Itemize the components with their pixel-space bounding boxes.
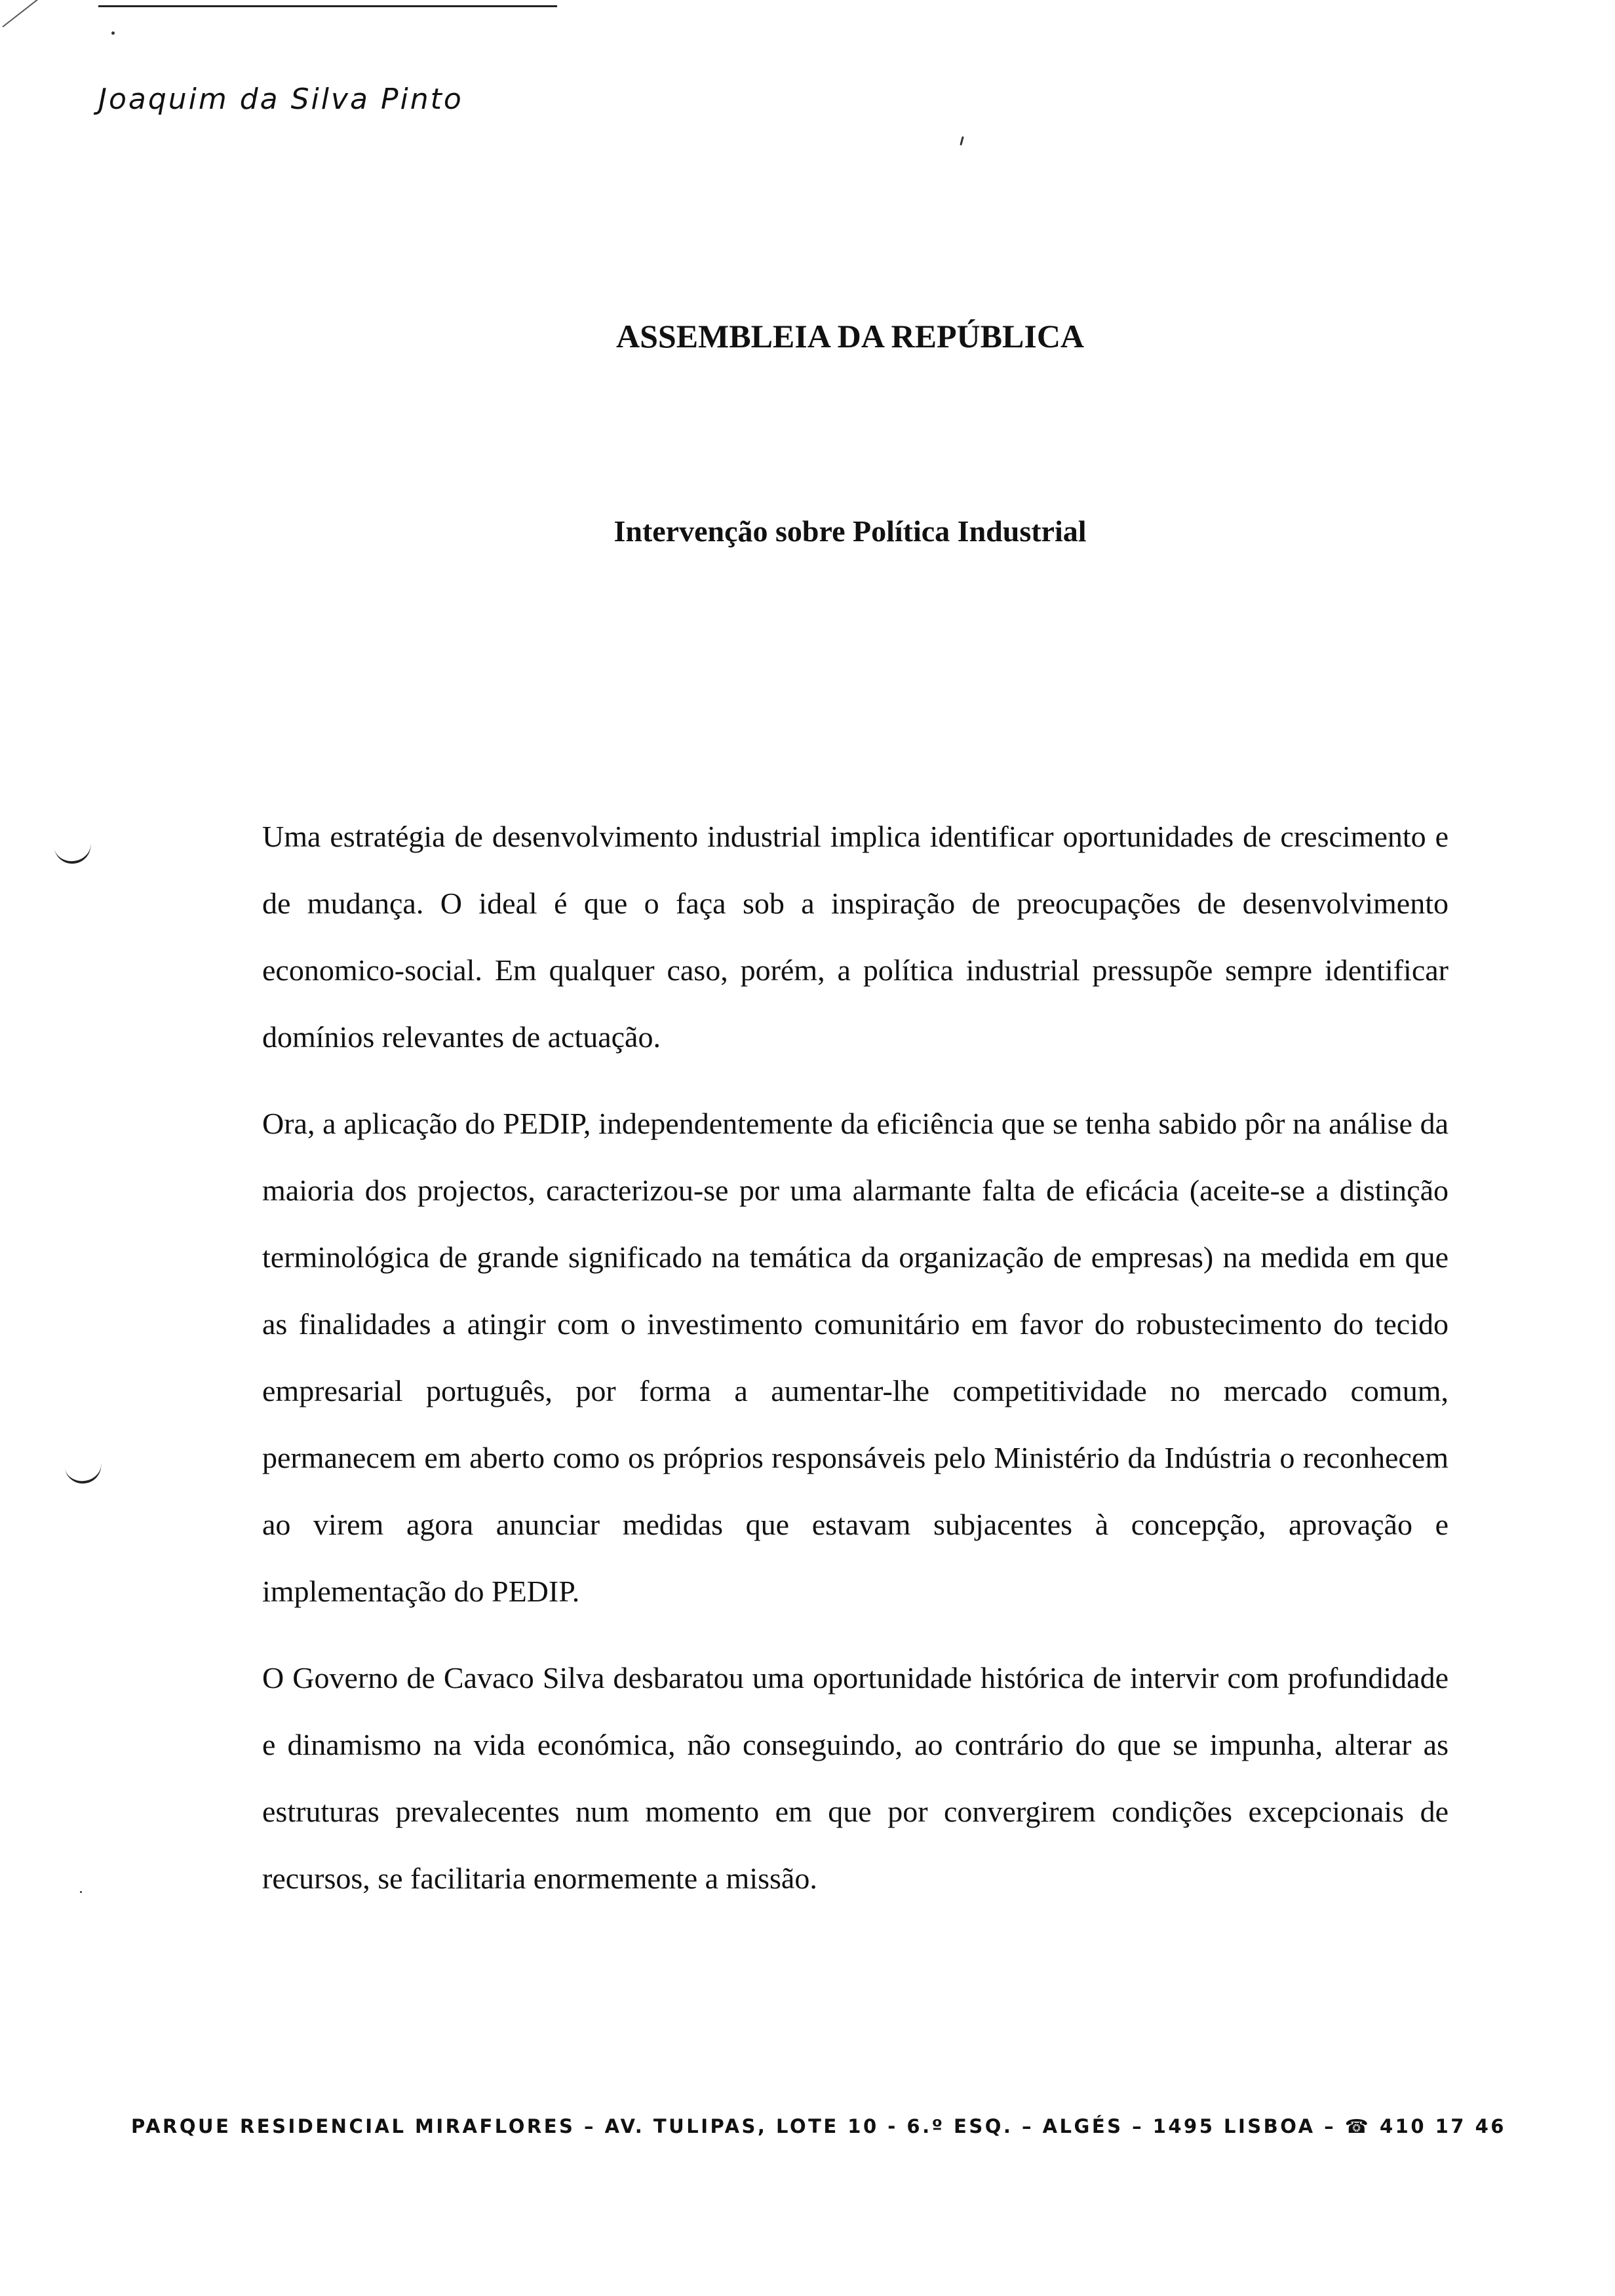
author-letterhead-name: Joaquim da Silva Pinto bbox=[98, 83, 463, 116]
body-paragraph: Uma estratégia de desenvolvimento industrial implica identificar oportunidades de crescimento e de mudança. O ideal é que o faça sob a inspiração de preocupações de desenvolvimento economico-social. Em qualquer caso, porém, a política industrial pressupõe sempre identificar domínios relevantes de actuação. bbox=[262, 820, 1449, 1054]
margin-mark bbox=[54, 840, 93, 866]
scan-speck bbox=[80, 1891, 82, 1893]
body-paragraph: O Governo de Cavaco Silva desbaratou uma oportunidade histórica de intervir com profundidade e dinamismo na vida económica, não conseguindo, ao contrário do que se impunha, alterar as estruturas prevalecentes num momento em que por convergirem condições excepcionais de recursos, se facilitaria enormemente a missão. bbox=[262, 1661, 1449, 1895]
document-body bbox=[262, 803, 1449, 1932]
body-paragraph: Ora, a aplicação do PEDIP, independentemente da eficiência que se tenha sabido pôr na análise da maioria dos projectos, caracterizou-se por uma alarmante falta de eficácia (aceite-se a distinção terminológica de grande significado na temática da organização de empresas) na medida em que as finalidades a atingir com o investimento comunitário em favor do robustecimento do tecido empresarial português, por forma a aumentar-lhe competitividade no mercado comum, permanecem em aberto como os próprios responsáveis pelo Ministério da Indústria o reconhecem ao virem agora anunciar medidas que estavam subjacentes à concepção, aprovação e implementação do PEDIP. bbox=[262, 1107, 1449, 1608]
scan-speck bbox=[960, 136, 964, 145]
scan-speck bbox=[111, 31, 115, 35]
margin-mark bbox=[64, 1460, 104, 1485]
document-title: ASSEMBLEIA DA REPÚBLICA bbox=[615, 318, 1085, 354]
document-subtitle: Intervenção sobre Política Industrial bbox=[613, 514, 1087, 548]
scan-artifact-diagonal bbox=[2, 0, 54, 28]
scan-artifact-top-line bbox=[98, 5, 557, 7]
letterhead-address-footer: PARQUE RESIDENCIAL MIRAFLORES – AV. TULIPAS, LOTE 10 - 6.º ESQ. – ALGÉS – 1495 LISBOA – ☎ 410 17 46 bbox=[131, 2115, 1506, 2137]
